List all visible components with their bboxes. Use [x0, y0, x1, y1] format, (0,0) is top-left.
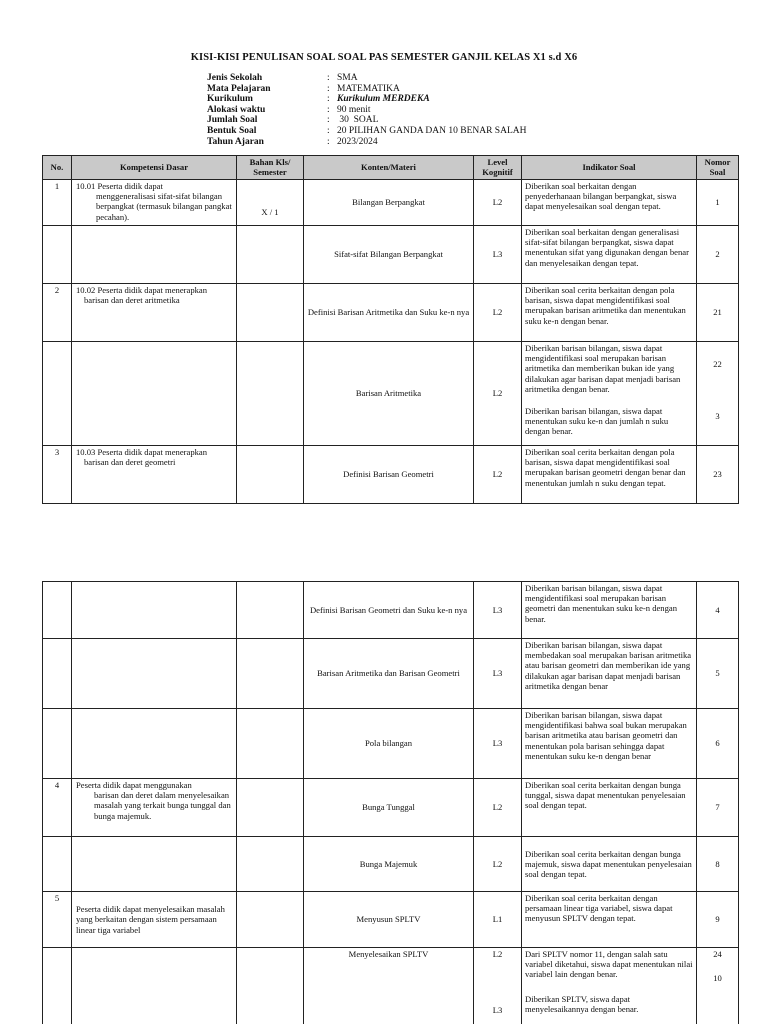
meta-value: 20 PILIHAN GANDA DAN 10 BENAR SALAH [337, 125, 527, 136]
cell-bahan [237, 948, 304, 1024]
cell-bahan [237, 779, 304, 837]
cell-nomor: 8 [697, 837, 739, 892]
cell-nomor: 21 [697, 284, 739, 342]
nomor-item: 24 [713, 949, 722, 959]
cell-no [43, 582, 72, 639]
indikator-item: Diberikan barisan bilangan, siswa dapat mengidentifikasi soal merupakan barisan aritmetika dan memberikan bukan ide yang dilakukan agar barisan dapat menjadi barisan aritmetika dengan benar. [525, 343, 681, 394]
cell-level: L3 [474, 582, 522, 639]
cell-nomor: 7 [697, 779, 739, 837]
cell-konten: Barisan Aritmetika [304, 342, 474, 446]
indikator-gap [525, 394, 693, 406]
kd-first-line: Peserta didik dapat menggunakan [76, 780, 192, 790]
nomor-item: 22 [713, 359, 722, 369]
meta-label: Tahun Ajaran [207, 136, 264, 147]
cell-level: L2 [474, 446, 522, 504]
table-row [43, 779, 739, 837]
table-row [43, 446, 739, 504]
cell-level: L3 [474, 639, 522, 709]
meta-label: Bentuk Soal [207, 125, 257, 136]
cell-kompetensi-dasar [72, 226, 237, 284]
table-row [43, 284, 739, 342]
kd-continuation: barisan dan deret dalam menyelesaikan masalah yang terkait bunga tunggal dan bunga majemuk. [94, 790, 231, 821]
meta-row-kurikulum [207, 94, 526, 105]
header-kompetensi-dasar: Kompetensi Dasar [72, 156, 237, 180]
cell-konten: Definisi Barisan Aritmetika dan Suku ke-n nya [304, 284, 474, 342]
cell-bahan [237, 837, 304, 892]
cell-konten: Bunga Tunggal [304, 779, 474, 837]
meta-label: Alokasi waktu [207, 104, 266, 115]
meta-value: SMA [337, 73, 358, 83]
cell-kompetensi-dasar [72, 342, 237, 446]
table-row [43, 709, 739, 779]
cell-no [43, 709, 72, 779]
cell-indikator: Diberikan soal berkaitan dengan penyederhanaan bilangan berpangkat, siswa dapat menyelesaikan soal dengan tepat. [522, 180, 697, 226]
cell-nomor: 23 [697, 446, 739, 504]
header-indikator: Indikator Soal [522, 156, 697, 180]
meta-colon: : [327, 73, 330, 83]
meta-row-tahun-ajaran [207, 137, 526, 148]
cell-kompetensi-dasar [72, 284, 237, 342]
meta-label: Kurikulum [207, 94, 253, 105]
cell-nomor: 4 [697, 582, 739, 639]
cell-no [43, 342, 72, 446]
level-item: L3 [492, 1005, 503, 1016]
meta-row-bentuk-soal [207, 126, 526, 137]
cell-indikator: Diberikan soal cerita berkaitan dengan pola barisan, siswa dapat mengidentifikasi soal merupakan barisan aritmetika dan menentukan suku ke-n dengan benar. [522, 284, 697, 342]
meta-label: Jenis Sekolah [207, 73, 263, 83]
cell-kompetensi-dasar [72, 446, 237, 504]
meta-value: 30 SOAL [337, 115, 379, 126]
cell-kompetensi-dasar [72, 948, 237, 1024]
document-meta [207, 73, 526, 147]
table-row [43, 639, 739, 709]
indikator-gap [525, 980, 693, 994]
table-row [43, 892, 739, 948]
kd-number: 10.01 [76, 181, 96, 191]
cell-level: L2 [474, 837, 522, 892]
cell-level: L1 [474, 892, 522, 948]
cell-indikator: Diberikan soal berkaitan dengan generalisasi sifat-sifat bilangan berpangkat, siswa dapat menentukan sifat yang digunakan dengan benar dan menyelesaikan dengan tepat. [522, 226, 697, 284]
meta-row-mata-pelajaran [207, 84, 526, 95]
meta-colon: : [327, 115, 330, 126]
cell-konten: Barisan Aritmetika dan Barisan Geometri [304, 639, 474, 709]
meta-label: Mata Pelajaran [207, 83, 271, 94]
cell-indikator: Diberikan barisan bilangan, siswa dapat mengidentifikasi bahwa soal bukan merupakan barisan aritmetika atau barisan geometri dan menentukan pola barisan sehingga dapat menentukan suku ke-n dengan benar [522, 709, 697, 779]
cell-kompetensi-dasar [72, 582, 237, 639]
cell-kompetensi-dasar [72, 639, 237, 709]
header-bahan: Bahan Kls/ Semester [237, 156, 304, 180]
meta-row-alokasi-waktu [207, 105, 526, 116]
cell-indikator: Diberikan barisan bilangan, siswa dapat mengidentifikasi soal merupakan barisan geometri dan menentukan suku ke-n dengan benar. [522, 582, 697, 639]
kd-first-line: Peserta didik dapat [97, 181, 163, 191]
kd-number: 10.03 [76, 447, 96, 457]
meta-value: MATEMATIKA [337, 83, 400, 94]
cell-indikator: Diberikan barisan bilangan, siswa dapat membedakan soal merupakan barisan aritmetika atau barisan geometri dan memberikan ide yang dilakukan agar barisan dapat menjadi barisan aritmetika dengan benar [522, 639, 697, 709]
meta-row-jenis-sekolah [207, 73, 526, 84]
nomor-item: 3 [715, 411, 720, 422]
cell-indikator: Diberikan soal cerita berkaitan dengan pola barisan, siswa dapat mengidentifikasi soal merupakan barisan geometri dengan benar dan menentukan jumlah n suku dengan tepat. [522, 446, 697, 504]
cell-konten: Pola bilangan [304, 709, 474, 779]
kisi-kisi-table-page-1 [42, 155, 739, 504]
cell-konten: Definisi Barisan Geometri dan Suku ke-n nya [304, 582, 474, 639]
cell-bahan [237, 342, 304, 446]
cell-nomor [697, 948, 739, 1024]
cell-indikator [522, 342, 697, 446]
cell-no: 5 [43, 892, 72, 948]
kd-continuation: menggeneralisasi sifat-sifat bilangan berpangkat (termasuk bilangan pangkat pecahan). [96, 191, 232, 222]
cell-bahan [237, 284, 304, 342]
table-row [43, 582, 739, 639]
cell-nomor: 9 [697, 892, 739, 948]
cell-level: L2 [474, 342, 522, 446]
meta-colon: : [327, 94, 330, 105]
cell-konten: Menyelesaikan SPLTV [304, 948, 474, 1024]
cell-level: L3 [474, 709, 522, 779]
nomor-item: 10 [713, 973, 722, 984]
cell-no [43, 639, 72, 709]
cell-level: L3 [474, 226, 522, 284]
kd-first-line: Peserta didik dapat menerapkan [97, 285, 208, 295]
cell-kompetensi-dasar [72, 779, 237, 837]
cell-nomor: 1 [697, 180, 739, 226]
header-nomor: Nomor Soal [697, 156, 739, 180]
cell-no [43, 948, 72, 1024]
indikator-item: Diberikan SPLTV, siswa dapat menyelesaikannya dengan benar. [525, 993, 639, 1014]
table-row [43, 180, 739, 226]
cell-nomor: 5 [697, 639, 739, 709]
table-row [43, 948, 739, 1024]
kd-continuation: barisan dan deret aritmetika [84, 295, 180, 306]
kd-first-line: Peserta didik dapat menerapkan [97, 447, 208, 457]
page-title: KISI-KISI PENULISAN SOAL SOAL PAS SEMESTER GANJIL KELAS X1 s.d X6 [190, 52, 578, 63]
cell-indikator: Diberikan soal cerita berkaitan dengan persamaan linear tiga variabel, siswa dapat menyusun SPLTV dengan tepat. [522, 892, 697, 948]
cell-level: L2 [474, 284, 522, 342]
level-item: L2 [492, 949, 503, 959]
cell-bahan [237, 582, 304, 639]
cell-bahan [237, 892, 304, 948]
kd-number: 10.02 [76, 285, 96, 295]
header-konten: Konten/Materi [304, 156, 474, 180]
header-no: No. [43, 156, 72, 180]
cell-konten: Sifat-sifat Bilangan Berpangkat [304, 226, 474, 284]
kisi-kisi-table-page-2 [42, 581, 739, 1024]
cell-bahan: X / 1 [237, 180, 304, 226]
meta-colon: : [327, 136, 330, 147]
cell-no: 1 [43, 180, 72, 226]
cell-bahan [237, 446, 304, 504]
header-level: Level Kognitif [474, 156, 522, 180]
meta-value: Kurikulum MERDEKA [337, 94, 430, 105]
cell-level: L2 [474, 779, 522, 837]
cell-indikator: Diberikan soal cerita berkaitan dengan bunga tunggal, siswa dapat menentukan penyelesaian soal dengan tepat. [522, 779, 697, 837]
cell-level [474, 948, 522, 1024]
cell-kompetensi-dasar [72, 837, 237, 892]
meta-colon: : [327, 125, 330, 136]
table-row [43, 837, 739, 892]
cell-konten: Bunga Majemuk [304, 837, 474, 892]
cell-nomor [697, 342, 739, 446]
meta-value: 90 menit [337, 104, 371, 115]
cell-level: L2 [474, 180, 522, 226]
indikator-item: Dari SPLTV nomor 11, dengan salah satu variabel diketahui, siswa dapat menentukan nilai variabel lain dengan benar. [525, 949, 693, 980]
cell-kompetensi-dasar [72, 709, 237, 779]
cell-no [43, 837, 72, 892]
table-row [43, 226, 739, 284]
cell-konten: Definisi Barisan Geometri [304, 446, 474, 504]
meta-row-jumlah-soal [207, 115, 526, 126]
cell-kompetensi-dasar [72, 180, 237, 226]
meta-colon: : [327, 83, 330, 94]
cell-kompetensi-dasar: Peserta didik dapat menyelesaikan masalah yang berkaitan dengan sistem persamaan linear tiga variabel [72, 892, 237, 948]
meta-value: 2023/2024 [337, 136, 378, 147]
kd-continuation: barisan dan deret geometri [84, 457, 176, 468]
cell-no [43, 226, 72, 284]
cell-no: 2 [43, 284, 72, 342]
cell-nomor: 2 [697, 226, 739, 284]
cell-konten: Bilangan Berpangkat [304, 180, 474, 226]
cell-no: 4 [43, 779, 72, 837]
cell-bahan [237, 226, 304, 284]
indikator-item: Diberikan barisan bilangan, siswa dapat menentukan suku ke-n dan jumlah n suku dengan benar. [525, 406, 669, 437]
cell-nomor: 6 [697, 709, 739, 779]
table-header-row [43, 156, 739, 180]
cell-indikator: Diberikan soal cerita berkaitan dengan bunga majemuk, siswa dapat menentukan penyelesaian soal dengan tepat. [522, 837, 697, 892]
cell-konten: Menyusun SPLTV [304, 892, 474, 948]
meta-label: Jumlah Soal [207, 115, 258, 126]
cell-bahan [237, 709, 304, 779]
cell-no: 3 [43, 446, 72, 504]
table-row [43, 342, 739, 446]
cell-bahan [237, 639, 304, 709]
meta-colon: : [327, 104, 330, 115]
cell-indikator [522, 948, 697, 1024]
